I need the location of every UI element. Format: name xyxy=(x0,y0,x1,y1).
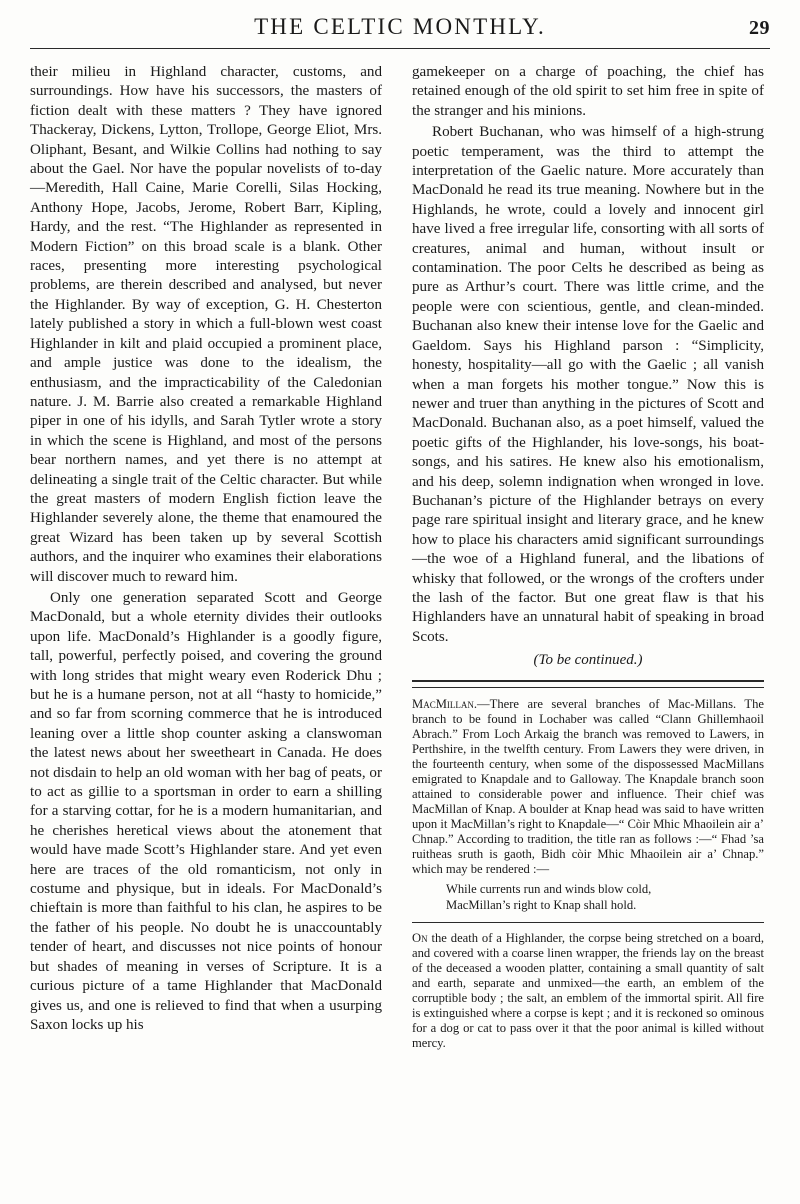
right-column xyxy=(412,63,764,1051)
note-body: —There are several branches of Mac-Millans. The branch to be found in Lochaber was called “Clann Ghillemhaoil Abrach.” From Loch Arkaig the branch was removed to Lawers, in Perthshire, in the twelfth century. From Lawers they were driven, in the fourteenth century, when some of the dispossessed MacMillans emigrated to Knapdale and to Galloway. The Knapdale branch soon attained to considerable power and influence. Their chief was MacMillan of Knap. A boulder at Knap head was said to have written upon it MacMillan’s right to Knapdale—“ Còir Mhic Mhaoilein air a’ Chnap.” According to tradition, the title ran as follows :—“ Fhad ’sa ruitheas sruth is gaoth, Bidh còir Mhic Mhaoilein air a’ Chnap.” which may be rendered :— xyxy=(412,697,764,877)
verse-line: While currents run and winds blow cold, xyxy=(446,882,652,897)
paragraph: Robert Buchanan, who was himself of a high-strung poetic temperament, was the third to attempt the interpretation of the Gaelic nature. More accurately than MacDonald he read its true meaning. Nowhere but in the Highlands, he wrote, could a lovely and innocent girl have lived a free irregular life, consorting with all sorts of creatures, animal and human, without insult or contamination. The poor Celts he described as being as pure as Arthur’s court. There was little crime, and the people were con scientious, gentle, and clean-minded. Buchanan also knew their intense love for the Gaelic and Gaeldom. Says his Highland parson : “Simplicity, honesty, hospitality—all go with the Gaelic ; all vanish when a man forgets his mother tongue.” Now this is newer and truer than anything in the pictures of Scott and MacDonald. Buchanan also, as a poet himself, valued the poetic gifts of the Highlander, his love-songs, his boat-songs, and his satires. He knew also his emotionalism, and his deep, solemn indignation when wronged in love. Buchanan’s picture of the Highlander betrays on every page rare spiritual insight and literary grace, and he knew how to place his characters amid significant surroundings—the woe of a Highland funeral, and the libations of whisky that followed, or the wrongs of the crofters under the lash of the factor. But one great flaw is that his Highlanders have an unnatural habit of speaking in broad Scots. xyxy=(412,124,764,645)
paragraph: gamekeeper on a charge of poaching, the chief has retained enough of the old spirit to set him free in spite of the stranger and his minions. xyxy=(412,64,764,119)
note-highland-death xyxy=(412,931,764,1051)
paragraph: Only one generation separated Scott and George MacDonald, but a whole eternity divides their outlooks upon life. MacDonald’s Highlander is a goodly figure, tall, powerful, perfectly poised, and covering the ground with long strides that might weary even Roderick Dhu ; but he is a humane person, not at all “hasty to homicide,” and so far from scorning commerce that he is introduced leaning over a little shop counter asking a clanswoman the latest news about her sweetheart in Canada. He does not disdain to help an old woman with her bag of peats, or to act as gillie to a sportsman in order to earn a shilling for a starving cottar, for he is a modern humanitarian, and he cherishes heretical views about the atonement that would have made Scott’s Highlander stare. And yet even here are traces of the old romanticism, not only in costume and physique, but in ideals. For MacDonald’s chieftain is more than faithful to his clan, he aspires to be the father of his people. No doubt he is unaccountably tender of heart, and discusses not nice points of honour but shades of meaning in verses of Scripture. It is a curious picture of a tame Highlander that MacDonald gives us, and one is relieved to find that when a usurping Saxon locks up his xyxy=(30,589,382,1033)
section-divider xyxy=(412,680,764,688)
left-column xyxy=(30,63,382,1035)
masthead xyxy=(30,14,770,46)
note-macmillan xyxy=(412,697,764,877)
verse-line: MacMillan’s right to Knap shall hold. xyxy=(446,897,637,912)
page-title: THE CELTIC MONTHLY. xyxy=(254,14,546,39)
note-lead-in: MacMillan. xyxy=(412,697,478,712)
page-number: 29 xyxy=(749,17,770,39)
verse-block xyxy=(412,882,764,913)
header-divider xyxy=(30,48,770,49)
note-body: the death of a Highlander, the corpse being stretched on a board, and covered with a coarse linen wrapper, the friends lay on the breast of the deceased a wooden platter, containing a small quantity of salt and earth, separate and unmixed—the earth, an emblem of the corruptible body ; the salt, an emblem of the immortal spirit. All fire is extinguished where a corpse is kept ; and it is reckoned so ominous for a dog or cat to pass over it that the poor animal is killed without mercy. xyxy=(412,931,764,1050)
note-divider xyxy=(412,922,764,923)
paragraph: their milieu in Highland character, customs, and surroundings. How have his successors, the masters of fiction dealt with these matters ? They have ignored Thackeray, Dickens, Lytton, Trollope, George Eliot, Mrs. Oliphant, Besant, and Wilkie Collins had nothing to say about the Gael. Nor have the popular novelists of to-day—Meredith, Hall Caine, Marie Corelli, Silas Hocking, Anthony Hope, Jacobs, Jerome, Robert Barr, Kipling, Hardy, and the rest. “The Highlander as represented in Modern Fiction” on this broad scale is a blank. Other races, presenting more interesting psychological problems, are therein described and analysed, but never the Highlander. By way of exception, G. H. Chesterton lately published a story in which a full-blown west coast Highlander in kilt and plaid occupied a prominent place, and ample justice was done to the idealism, the enthusiasm, and the impracticability of the Caledonian nature. J. M. Barrie also created a remarkable Highland piper in one of his idylls, and Sarah Tytler wrote a story in which the scene is Highland, and most of the persons bear northern names, and yet there is no attempt at delineating a single trait of the Celtic character. But while the great masters of modern English fiction leave the Highlander severely alone, the theme that enamoured the great Wizard has been taken up by several Scottish authors, and the inquirer who examines their elaborations will discover much to reward him. xyxy=(30,64,382,585)
to-be-continued: (To be continued.) xyxy=(533,652,643,669)
note-lead-in: On xyxy=(412,931,428,945)
columns-container xyxy=(30,63,770,1051)
